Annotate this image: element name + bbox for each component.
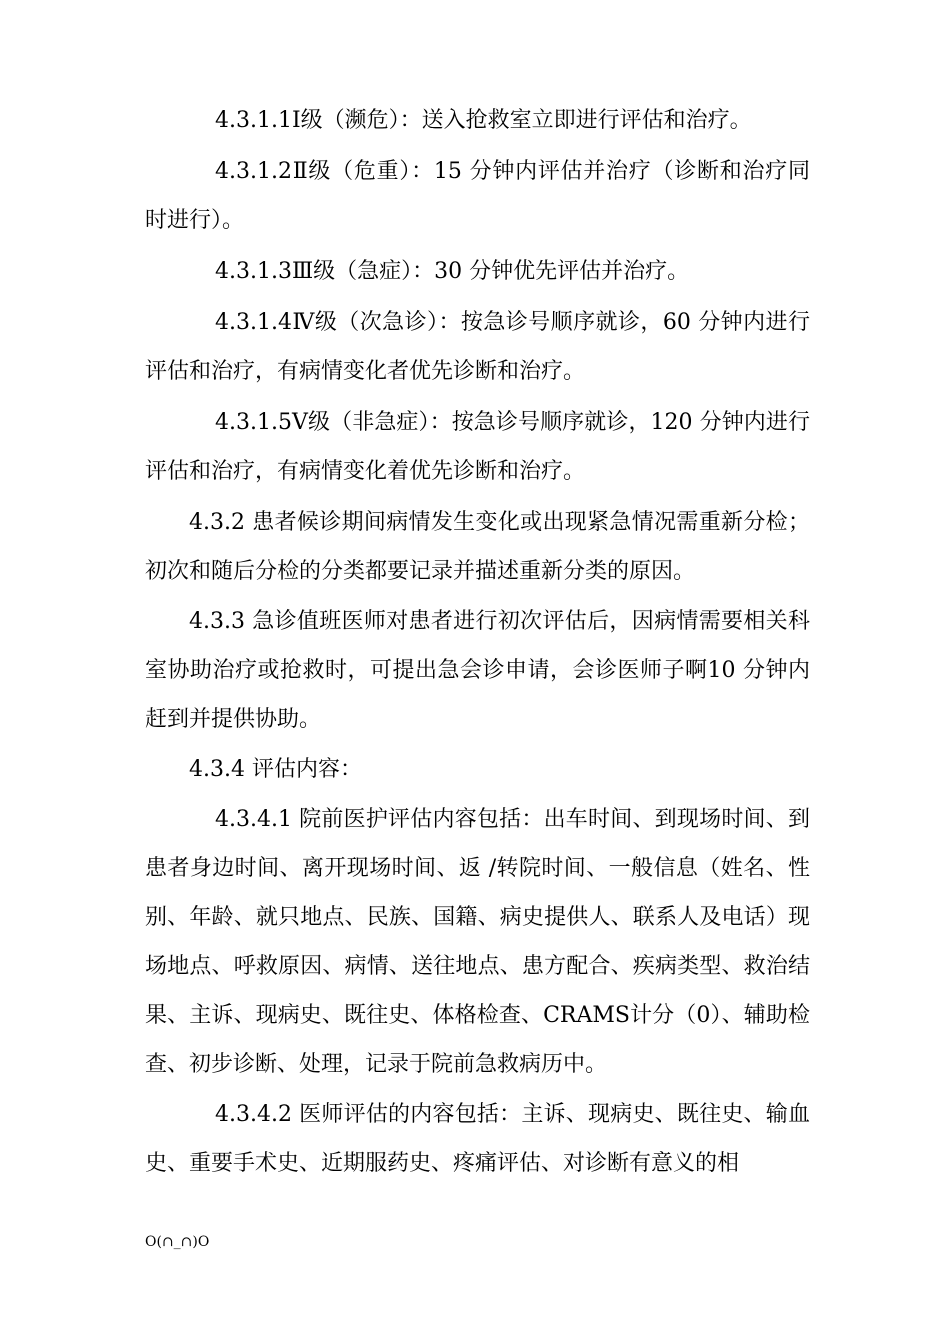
paragraph-4-3-1-2: 4.3.1.2Ⅱ级（危重）：15 分钟内评估并治疗（诊断和治疗同时进行）。: [145, 159, 810, 233]
document-page: [145, 0, 810, 1344]
paragraph-4-3-1-5: 4.3.1.5Ⅴ级（非急症）：按急诊号顺序就诊，120 分钟内进行评估和治疗，有病情变化着优先诊断和治疗。: [145, 410, 810, 484]
paragraph-4-3-1-1: 4.3.1.1Ⅰ级（濒危）：送入抢救室立即进行评估和治疗。: [215, 108, 752, 133]
paragraph-4-3-2: 4.3.2 患者候诊期间病情发生变化或出现紧急情况需重新分检；初次和随后分检的分类都要记录并描述重新分类的原因。: [145, 510, 810, 584]
paragraph-4-3-1-3: 4.3.1.3Ⅲ级（急症）：30 分钟优先评估并治疗。: [215, 259, 690, 284]
paragraph-4-3-1-4: 4.3.1.4Ⅳ级（次急诊）：按急诊号顺序就诊，60 分钟内进行评估和治疗，有病情变化者优先诊断和治疗。: [145, 310, 810, 384]
page-footer: O(∩_∩)O: [145, 1234, 210, 1250]
paragraph-4-3-4-2: 4.3.4.2 医师评估的内容包括：主诉、现病史、既往史、输血史、重要手术史、近期服药史、疼痛评估、对诊断有意义的相: [145, 1102, 810, 1176]
paragraph-4-3-4: 4.3.4 评估内容：: [189, 757, 362, 782]
paragraph-4-3-3: 4.3.3 急诊值班医师对患者进行初次评估后，因病情需要相关科室协助治疗或抢救时，可提出急会诊申请，会诊医师子啊10 分钟内赶到并提供协助。: [145, 609, 810, 732]
paragraph-4-3-4-1: 4.3.4.1 院前医护评估内容包括：出车时间、到现场时间、到患者身边时间、离开现场时间、返 /转院时间、一般信息（姓名、性别、年龄、就只地点、民族、国籍、病史提供人、联系人及电话）现场地点、呼救原因、病情、送往地点、患方配合、疾病类型、救治结果、主诉、现病史、既往史、体格检查、CRAMS计分（0）、辅助检查、初步诊断、处理，记录于院前急救病历中。: [145, 807, 810, 1077]
